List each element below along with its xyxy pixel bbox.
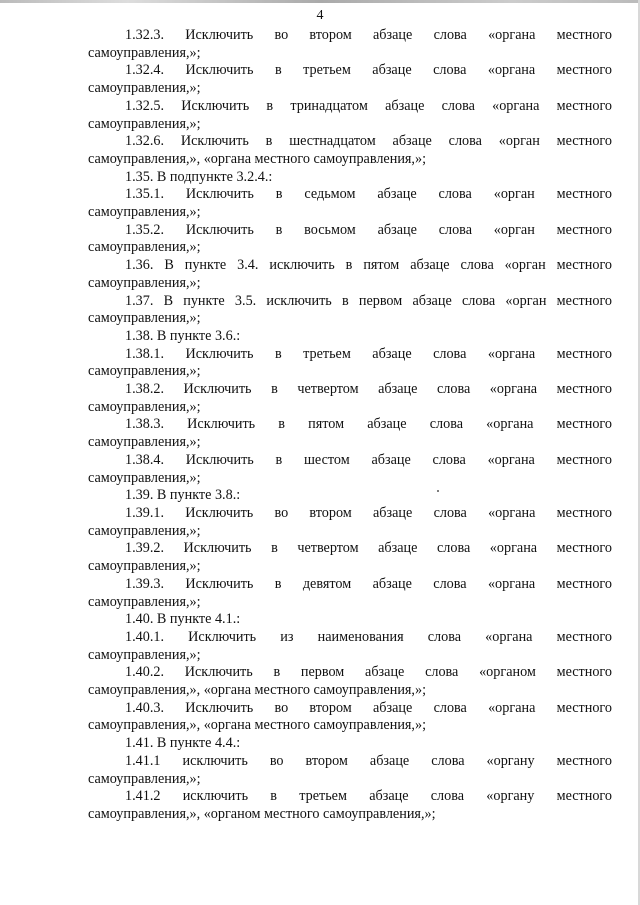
amendment-paragraph [88, 540, 612, 575]
document-body [88, 27, 612, 824]
paragraph-continuation: самоуправления,»; [88, 363, 201, 380]
paragraph-continuation: самоуправления,»; [88, 274, 201, 291]
paragraph-first-line: 1.41.2 исключить в третьем абзаце слова «органу местного [125, 788, 612, 805]
paragraph-first-line: 1.35. В подпункте 3.2.4.: [125, 168, 273, 185]
paragraph-continuation: самоуправления,»; [88, 522, 201, 539]
amendment-paragraph [88, 293, 612, 328]
paragraph-continuation: самоуправления,»; [88, 434, 201, 451]
amendment-paragraph [88, 328, 612, 346]
paragraph-first-line: 1.40.3. Исключить во втором абзаце слова «органа местного [125, 699, 612, 716]
paragraph-first-line: 1.39.3. Исключить в девятом абзаце слова «органа местного [125, 575, 612, 592]
amendment-paragraph [88, 505, 612, 540]
amendment-paragraph [88, 788, 612, 823]
paragraph-first-line: 1.35.2. Исключить в восьмом абзаце слова «орган местного [125, 221, 612, 238]
paragraph-first-line: 1.38.4. Исключить в шестом абзаце слова «органа местного [125, 451, 612, 468]
amendment-paragraph [88, 222, 612, 257]
paragraph-continuation: самоуправления,»; [88, 310, 201, 327]
paragraph-first-line: 1.41. В пункте 4.4.: [125, 735, 241, 752]
amendment-paragraph [88, 629, 612, 664]
paragraph-continuation: самоуправления,», «органа местного самоуправления,»; [88, 717, 427, 734]
paragraph-first-line: 1.41.1 исключить во втором абзаце слова «органу местного [125, 752, 612, 769]
amendment-paragraph [88, 346, 612, 381]
paragraph-first-line: 1.32.5. Исключить в тринадцатом абзаце слова «органа местного [125, 97, 612, 114]
paragraph-first-line: 1.38.2. Исключить в четвертом абзаце слова «органа местного [125, 381, 612, 398]
paragraph-continuation: самоуправления,»; [88, 646, 201, 663]
paragraph-continuation: самоуправления,»; [88, 593, 201, 610]
amendment-paragraph [88, 452, 612, 487]
amendment-paragraph [88, 611, 612, 629]
amendment-paragraph [88, 487, 612, 505]
paragraph-first-line: 1.40.2. Исключить в первом абзаце слова «органом местного [125, 664, 612, 681]
page-number: 4 [316, 8, 324, 23]
amendment-paragraph [88, 700, 612, 735]
paragraph-continuation: самоуправления,»; [88, 398, 201, 415]
paragraph-continuation: самоуправления,», «органа местного самоуправления,»; [88, 150, 427, 167]
paragraph-continuation: самоуправления,»; [88, 115, 201, 132]
amendment-paragraph [88, 381, 612, 416]
amendment-paragraph [88, 416, 612, 451]
amendment-paragraph [88, 27, 612, 62]
paragraph-first-line: 1.35.1. Исключить в седьмом абзаце слова «орган местного [125, 186, 612, 203]
paragraph-first-line: 1.32.6. Исключить в шестнадцатом абзаце слова «орган местного [125, 133, 612, 150]
paragraph-continuation: самоуправления,»; [88, 239, 201, 256]
paragraph-continuation: самоуправления,»; [88, 204, 201, 221]
amendment-paragraph [88, 98, 612, 133]
paragraph-first-line: 1.32.4. Исключить в третьем абзаце слова «органа местного [125, 62, 612, 79]
paragraph-continuation: самоуправления,»; [88, 469, 201, 486]
paragraph-first-line: 1.38.3. Исключить в пятом абзаце слова «органа местного [125, 416, 612, 433]
paragraph-first-line: 1.36. В пункте 3.4. исключить в пятом абзаце слова «орган местного [125, 257, 612, 274]
amendment-paragraph [88, 753, 612, 788]
paragraph-continuation: самоуправления,», «органа местного самоуправления,»; [88, 682, 427, 699]
paragraph-first-line: 1.32.3. Исключить во втором абзаце слова «органа местного [125, 27, 612, 43]
paragraph-first-line: 1.39.1. Исключить во втором абзаце слова «органа местного [125, 504, 612, 521]
paragraph-continuation: самоуправления,»; [88, 80, 201, 97]
paragraph-first-line: 1.39.2. Исключить в четвертом абзаце слова «органа местного [125, 540, 612, 557]
amendment-paragraph [88, 257, 612, 292]
scan-edge-top [0, 0, 640, 3]
paragraph-first-line: 1.38. В пункте 3.6.: [125, 327, 241, 344]
paragraph-continuation: самоуправления,»; [88, 44, 201, 61]
paragraph-first-line: 1.38.1. Исключить в третьем абзаце слова «органа местного [125, 345, 612, 362]
paragraph-first-line: 1.39. В пункте 3.8.: [125, 487, 241, 504]
amendment-paragraph [88, 186, 612, 221]
paragraph-first-line: 1.37. В пункте 3.5. исключить в первом абзаце слова «орган местного [125, 292, 612, 309]
amendment-paragraph [88, 133, 612, 168]
paragraph-continuation: самоуправления,»; [88, 558, 201, 575]
paragraph-continuation: самоуправления,»; [88, 770, 201, 787]
amendment-paragraph [88, 169, 612, 187]
amendment-paragraph [88, 576, 612, 611]
paragraph-first-line: 1.40. В пункте 4.1.: [125, 611, 241, 628]
paragraph-first-line: 1.40.1. Исключить из наименования слова «органа местного [125, 628, 612, 645]
paragraph-continuation: самоуправления,», «органом местного самоуправления,»; [88, 805, 436, 822]
amendment-paragraph [88, 664, 612, 699]
amendment-paragraph [88, 62, 612, 97]
amendment-paragraph [88, 735, 612, 753]
